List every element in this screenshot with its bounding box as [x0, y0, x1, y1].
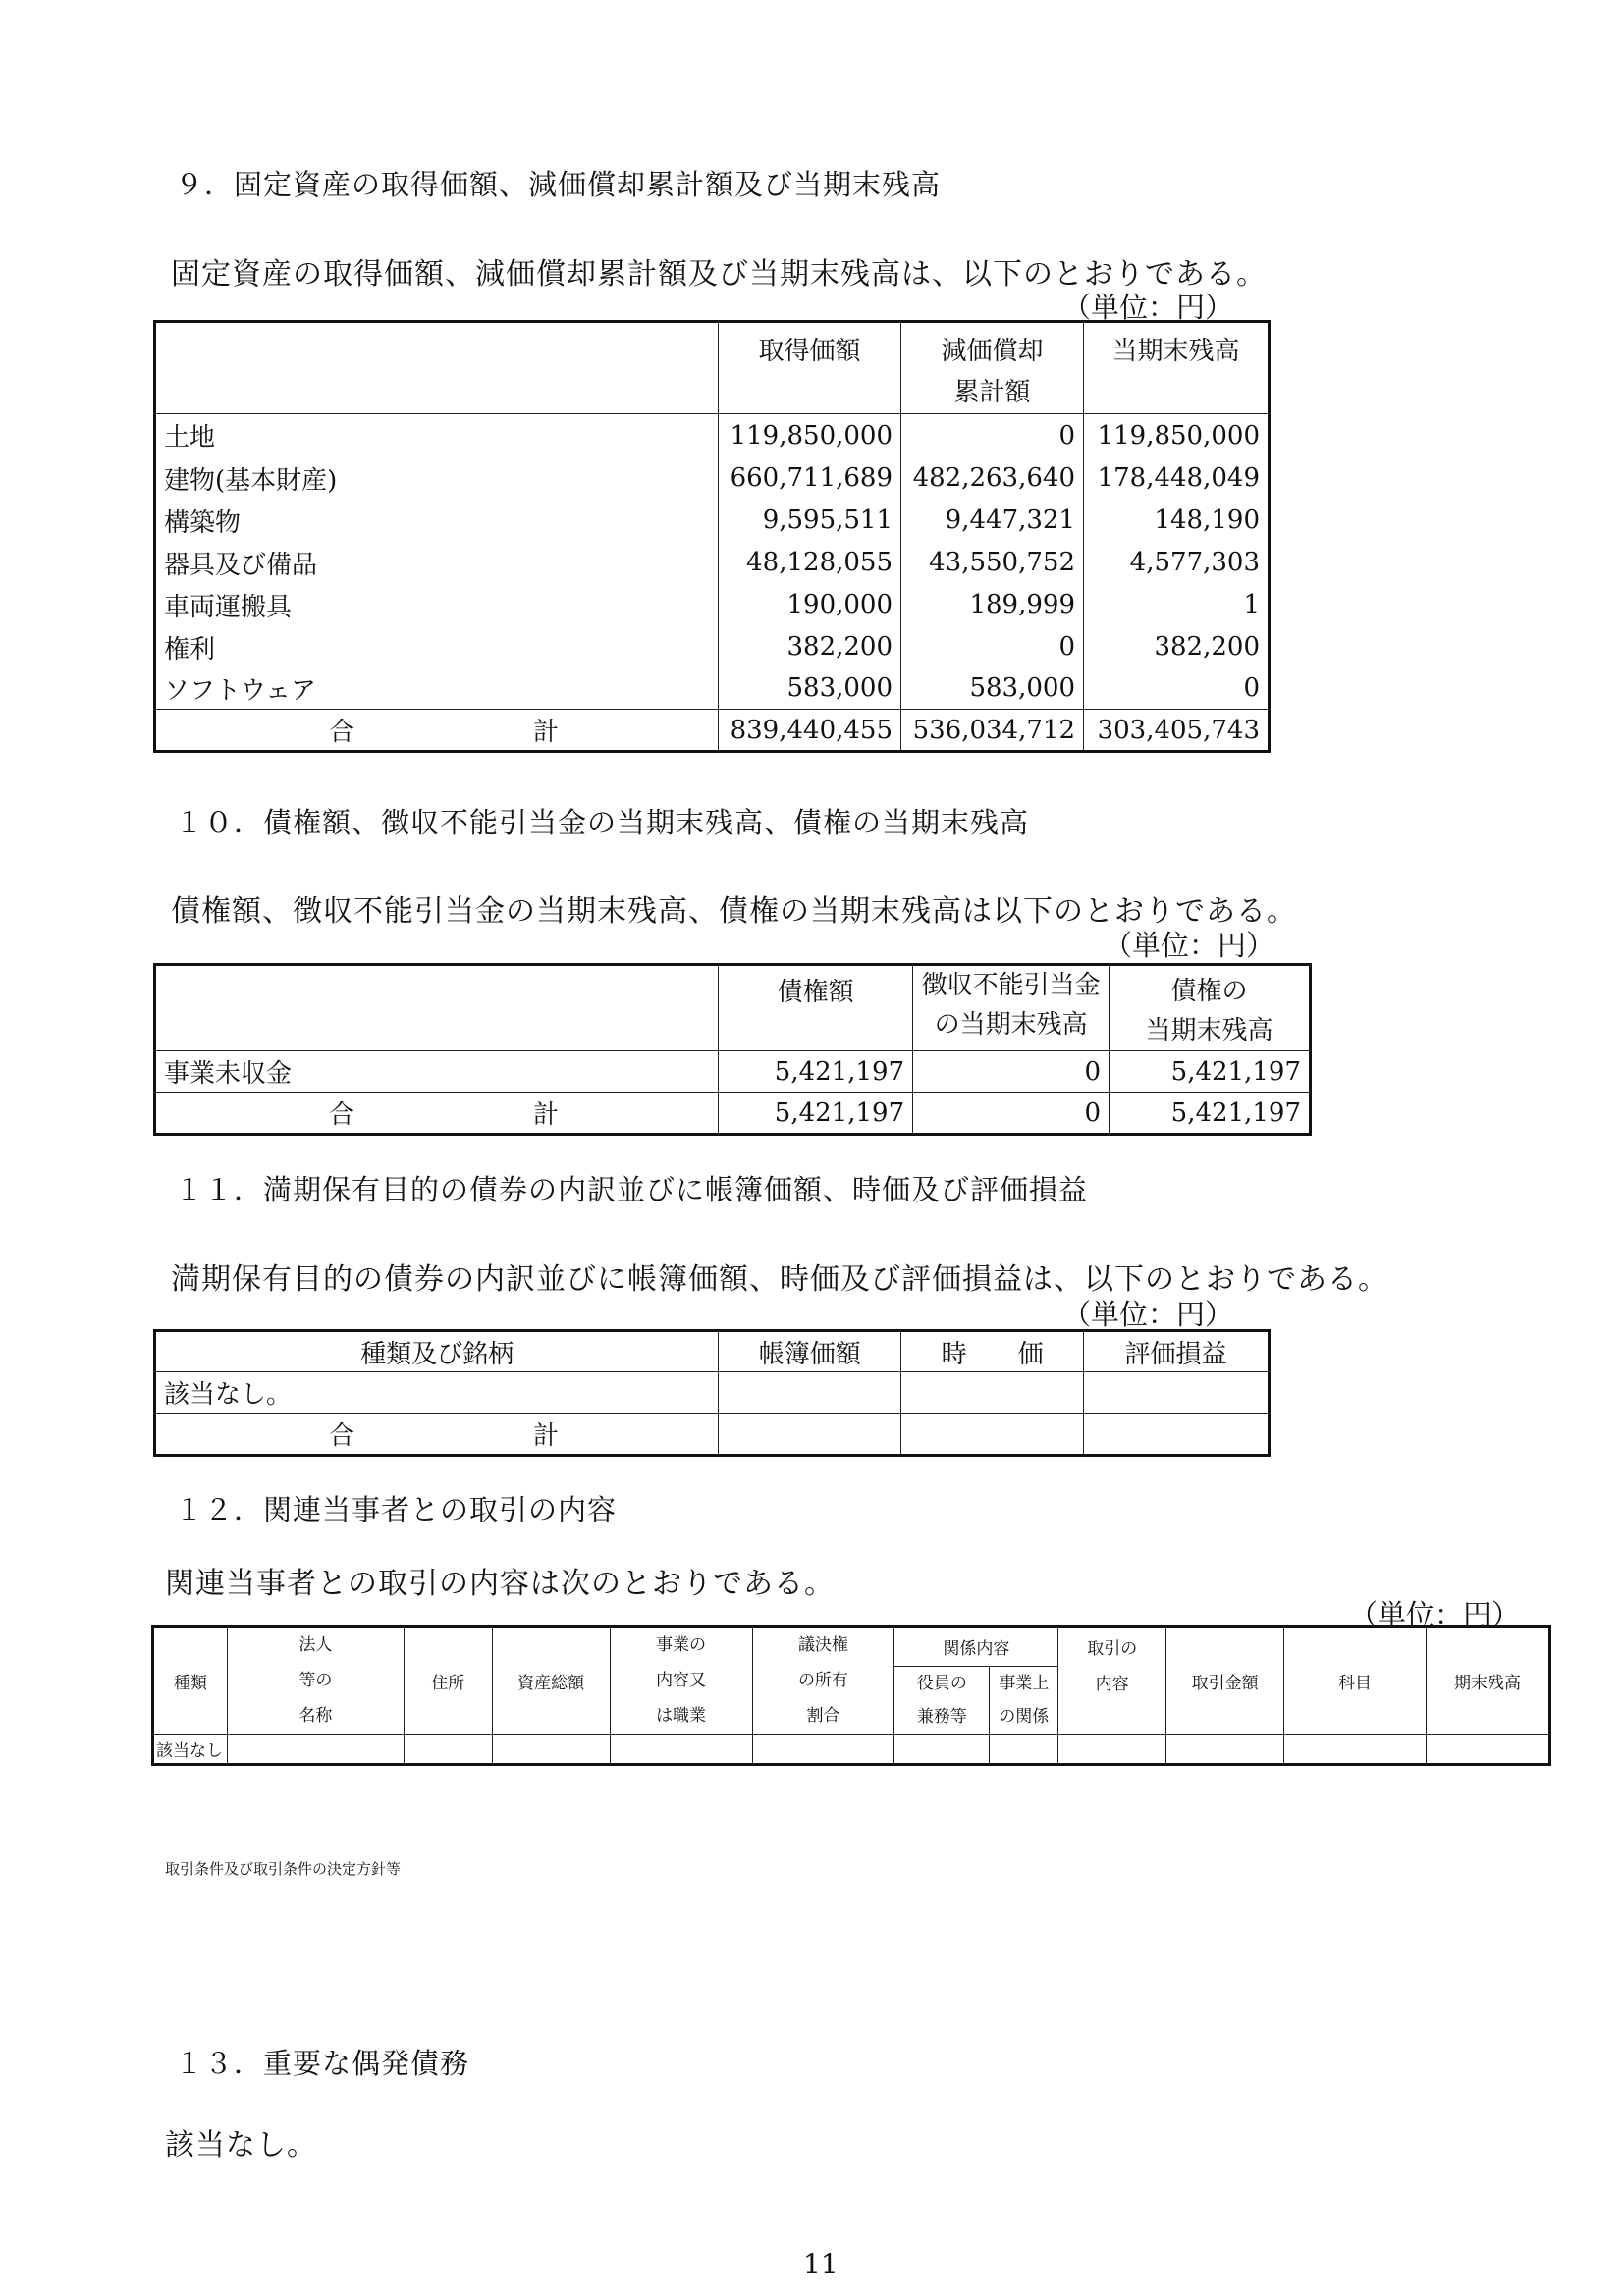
row-balance: 0 — [1084, 668, 1269, 710]
bonds-table — [155, 1331, 1269, 1455]
row-label: 車両運搬具 — [156, 584, 719, 626]
total-label-a: 合 — [329, 1100, 355, 1130]
header-txn-content-line2: 内容 — [1095, 1675, 1129, 1694]
table-header-row — [156, 1332, 1269, 1372]
table-total-row — [156, 1093, 1310, 1134]
table-row — [156, 626, 1269, 668]
section11-unit: （単位：円） — [1062, 1298, 1234, 1331]
row-balance: 119,850,000 — [1084, 414, 1269, 457]
total-book-value — [719, 1414, 901, 1455]
table-row — [156, 457, 1269, 500]
row-allowance: 0 — [913, 1051, 1110, 1093]
table-header-row — [156, 323, 1269, 414]
header-account: 科目 — [1284, 1628, 1427, 1735]
row-acquisition: 583,000 — [719, 668, 901, 710]
table-row — [154, 1735, 1549, 1764]
header-txn-content-line1: 取引の — [1087, 1639, 1138, 1659]
total-label-a: 合 — [329, 718, 355, 747]
row-book-value — [719, 1372, 901, 1414]
row-valuation — [1084, 1372, 1269, 1414]
page-number: 11 — [803, 2248, 839, 2280]
header-business — [610, 1628, 752, 1735]
table-total-row — [156, 710, 1269, 751]
row-balance: 148,190 — [1084, 500, 1269, 542]
total-label-b: 計 — [533, 1421, 560, 1451]
row-acquisition: 119,850,000 — [719, 414, 901, 457]
cell-empty — [227, 1735, 404, 1764]
header-depreciation-line1: 減価償却 — [941, 337, 1044, 366]
section11-heading: １１．満期保有目的の債券の内訳並びに帳簿価額、時価及び評価損益 — [175, 1173, 1089, 1206]
row-label: ソフトウェア — [156, 668, 719, 710]
row-claim: 5,421,197 — [719, 1051, 913, 1093]
table-row — [156, 414, 1269, 457]
cell-empty — [1166, 1735, 1284, 1764]
header-type: 種類 — [154, 1628, 228, 1735]
row-acquisition: 190,000 — [719, 584, 901, 626]
row-depreciation: 9,447,321 — [901, 500, 1084, 542]
section11-intro: 満期保有目的の債券の内訳並びに帳簿価額、時価及び評価損益は、以下のとおりである。 — [171, 1262, 1388, 1297]
receivables-table — [155, 965, 1310, 1134]
header-biz-relation-line1: 事業上 — [999, 1674, 1050, 1693]
row-balance: 178,448,049 — [1084, 457, 1269, 500]
section9-heading: ９．固定資産の取得価額、減価償却累計額及び当期末残高 — [175, 168, 942, 201]
section12-unit: （単位：円） — [1349, 1598, 1521, 1631]
row-depreciation: 0 — [901, 414, 1084, 457]
total-claim: 5,421,197 — [719, 1093, 913, 1134]
row-depreciation: 583,000 — [901, 668, 1084, 710]
header-assets: 資産総額 — [492, 1628, 610, 1735]
header-relation: 関係内容 — [894, 1628, 1058, 1667]
section13-heading: １３．重要な偶発債務 — [175, 2047, 470, 2080]
cell-empty — [610, 1735, 752, 1764]
section9-unit: （単位：円） — [1062, 291, 1234, 324]
total-label — [156, 710, 719, 751]
row-acquisition: 9,595,511 — [719, 500, 901, 542]
total-label-b: 計 — [533, 718, 560, 747]
header-address: 住所 — [404, 1628, 492, 1735]
header-balance: 当期末残高 — [1084, 323, 1269, 414]
row-label: 土地 — [156, 414, 719, 457]
header-business-line2: 内容又 — [656, 1671, 707, 1690]
cell-empty — [492, 1735, 610, 1764]
header-balance-line2: 当期末残高 — [1145, 1016, 1273, 1045]
header-blank — [156, 323, 719, 414]
total-balance: 303,405,743 — [1084, 710, 1269, 751]
header-depreciation — [901, 323, 1084, 414]
row-depreciation: 482,263,640 — [901, 457, 1084, 500]
row-label: 該当なし — [154, 1735, 228, 1764]
total-label-b: 計 — [533, 1100, 560, 1130]
header-blank — [156, 966, 719, 1051]
fixed-assets-table — [155, 322, 1269, 751]
header-txn-content — [1058, 1628, 1166, 1735]
cell-empty — [1284, 1735, 1427, 1764]
row-label: 権利 — [156, 626, 719, 668]
section12-heading: １２．関連当事者との取引の内容 — [175, 1493, 618, 1526]
table-row — [156, 542, 1269, 584]
total-market-value — [901, 1414, 1084, 1455]
cell-empty — [1058, 1735, 1166, 1764]
header-biz-relation-line2: の関係 — [999, 1707, 1050, 1727]
row-label: 事業未収金 — [156, 1051, 719, 1093]
cell-empty — [894, 1735, 990, 1764]
cell-empty — [1426, 1735, 1548, 1764]
header-acquisition: 取得価額 — [719, 323, 901, 414]
header-voting-line2: の所有 — [797, 1671, 848, 1690]
row-balance: 5,421,197 — [1110, 1051, 1310, 1093]
total-label — [156, 1093, 719, 1134]
header-book-value: 帳簿価額 — [719, 1332, 901, 1372]
header-business-line3: は職業 — [656, 1706, 707, 1726]
header-allowance-line2: の当期末残高 — [934, 1010, 1088, 1040]
header-corp-name-line1: 法人 — [298, 1635, 333, 1655]
row-label: 建物(基本財産) — [156, 457, 719, 500]
header-biz-relation — [990, 1667, 1058, 1735]
table-total-row — [156, 1414, 1269, 1455]
row-label: 構築物 — [156, 500, 719, 542]
table-row — [156, 1372, 1269, 1414]
related-party-table — [153, 1627, 1549, 1764]
section10-intro: 債権額、徴収不能引当金の当期末残高、債権の当期末残高は以下のとおりである。 — [171, 894, 1297, 929]
row-label: 該当なし。 — [156, 1372, 719, 1414]
section9-intro: 固定資産の取得価額、減価償却累計額及び当期末残高は、以下のとおりである。 — [171, 257, 1267, 292]
header-valuation: 評価損益 — [1084, 1332, 1269, 1372]
cell-empty — [404, 1735, 492, 1764]
table-header-row — [156, 966, 1310, 1051]
section12-note: 取引条件及び取引条件の決定方針等 — [165, 1860, 402, 1878]
header-voting-line3: 割合 — [806, 1706, 840, 1726]
total-label-a: 合 — [329, 1421, 355, 1451]
section10-unit: （単位：円） — [1104, 929, 1275, 962]
header-corp-name — [227, 1628, 404, 1735]
row-depreciation: 0 — [901, 626, 1084, 668]
header-balance: 期末残高 — [1426, 1628, 1548, 1735]
row-depreciation: 189,999 — [901, 584, 1084, 626]
total-balance: 5,421,197 — [1110, 1093, 1310, 1134]
table-row — [156, 584, 1269, 626]
row-balance: 382,200 — [1084, 626, 1269, 668]
row-balance: 4,577,303 — [1084, 542, 1269, 584]
row-label: 器具及び備品 — [156, 542, 719, 584]
header-market-value: 時 価 — [901, 1332, 1084, 1372]
section10-heading: １０．債権額、徴収不能引当金の当期末残高、債権の当期末残高 — [175, 806, 1030, 839]
total-label — [156, 1414, 719, 1455]
row-depreciation: 43,550,752 — [901, 542, 1084, 584]
header-balance — [1110, 966, 1310, 1051]
header-corp-name-line2: 等の — [298, 1671, 333, 1690]
header-officer — [894, 1667, 990, 1735]
header-business-line1: 事業の — [656, 1635, 707, 1655]
header-depreciation-line2: 累計額 — [953, 378, 1031, 407]
table-row — [156, 668, 1269, 710]
cell-empty — [990, 1735, 1058, 1764]
total-acquisition: 839,440,455 — [719, 710, 901, 751]
row-acquisition: 48,128,055 — [719, 542, 901, 584]
section12-intro: 関連当事者との取引の内容は次のとおりである。 — [165, 1567, 835, 1601]
header-txn-amount: 取引金額 — [1166, 1628, 1284, 1735]
row-acquisition: 382,200 — [719, 626, 901, 668]
table-row — [156, 500, 1269, 542]
row-market-value — [901, 1372, 1084, 1414]
header-type: 種類及び銘柄 — [156, 1332, 719, 1372]
row-balance: 1 — [1084, 584, 1269, 626]
header-voting — [752, 1628, 894, 1735]
header-allowance — [913, 966, 1110, 1051]
total-valuation — [1084, 1414, 1269, 1455]
header-claim: 債権額 — [719, 966, 913, 1051]
table-row — [156, 1051, 1310, 1093]
header-allowance-line1: 徴収不能引当金 — [921, 971, 1101, 1000]
header-voting-line1: 議決権 — [797, 1635, 848, 1655]
total-allowance: 0 — [913, 1093, 1110, 1134]
header-balance-line1: 債権の — [1170, 977, 1248, 1006]
cell-empty — [752, 1735, 894, 1764]
section13-body: 該当なし。 — [165, 2128, 317, 2163]
row-acquisition: 660,711,689 — [719, 457, 901, 500]
header-corp-name-line3: 名称 — [298, 1706, 333, 1726]
header-officer-line2: 兼務等 — [916, 1707, 967, 1727]
total-depreciation: 536,034,712 — [901, 710, 1084, 751]
header-officer-line1: 役員の — [916, 1674, 967, 1693]
